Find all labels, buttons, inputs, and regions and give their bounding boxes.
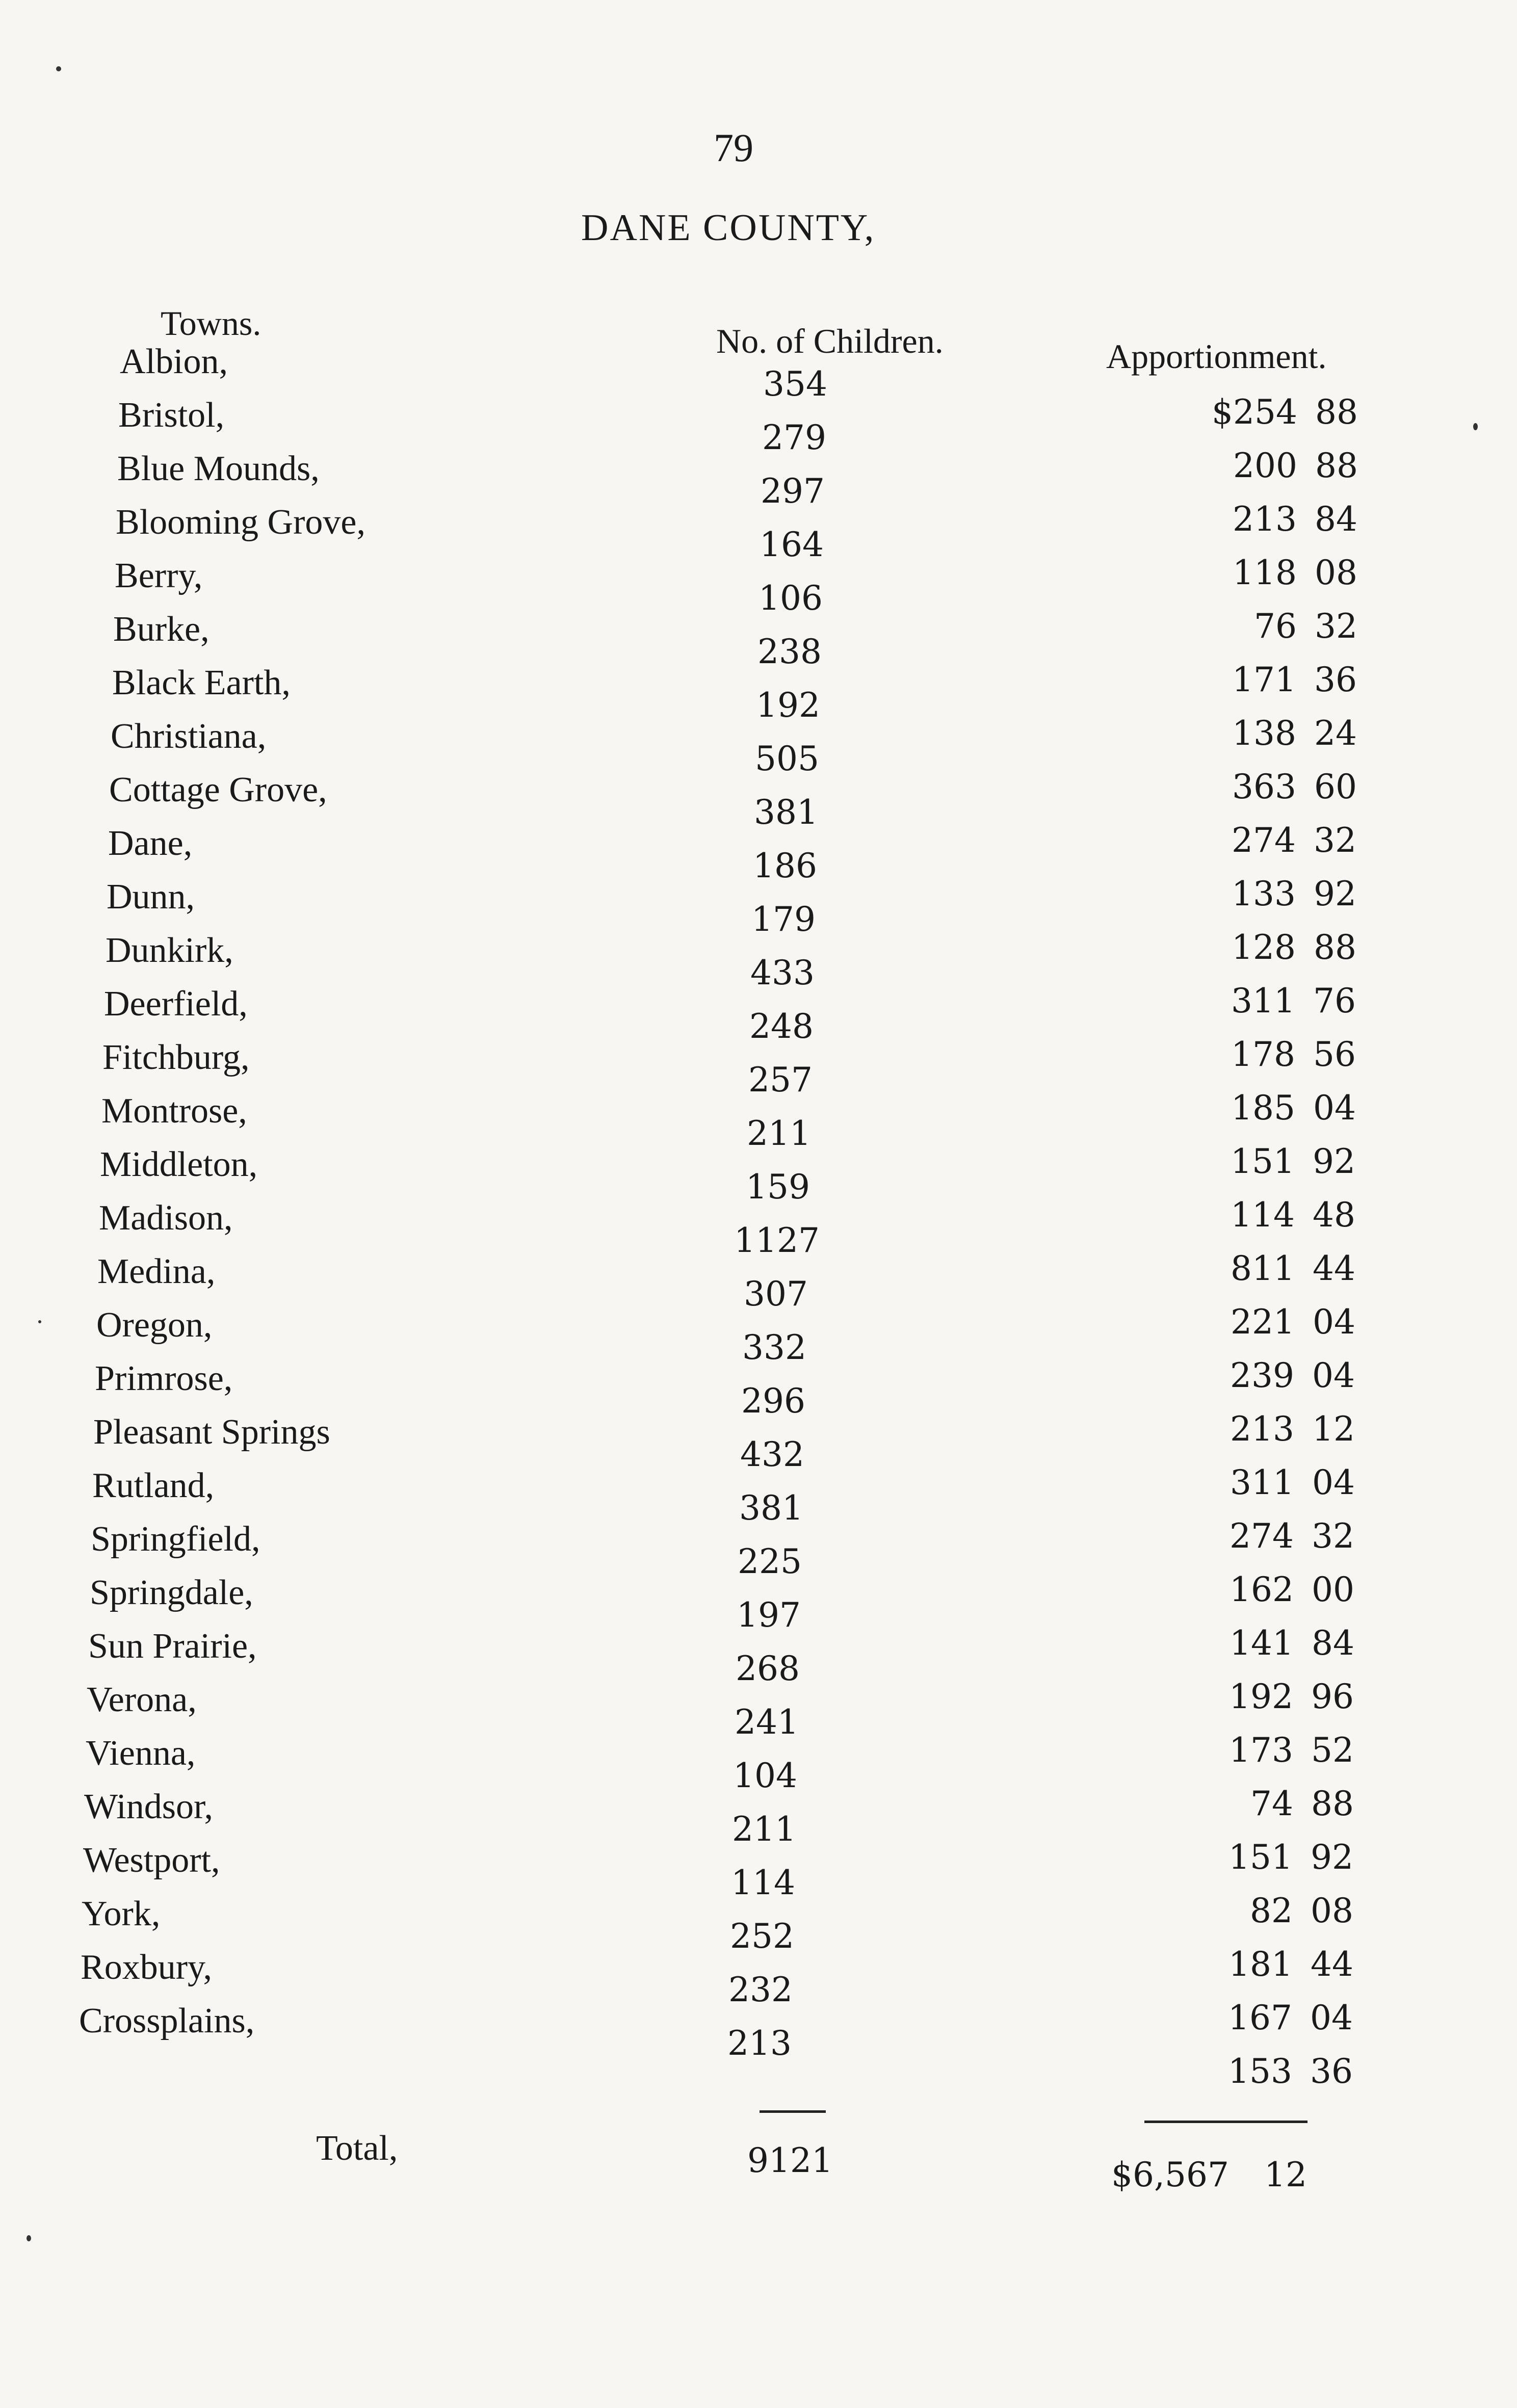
apportionment-cents: 08 (1315, 553, 1357, 592)
apportionment-cents: 92 (1314, 874, 1356, 913)
town-name: Rutland, (92, 1466, 215, 1505)
town-name: Pleasant Springs (93, 1412, 330, 1452)
children-count: 268 (736, 1649, 800, 1688)
apportionment-dollars: 213 (1230, 1409, 1294, 1449)
apportionment-dollars: 239 (1230, 1356, 1294, 1395)
total-cents: 12 (1264, 2155, 1307, 2194)
apportionment-cents: 04 (1310, 1998, 1353, 2037)
page-number: 79 (714, 125, 753, 170)
town-name: Black Earth, (112, 663, 291, 702)
apportionment-cents: 04 (1312, 1463, 1355, 1502)
total-rule-apportionment (1144, 2121, 1307, 2123)
children-count: 381 (754, 793, 818, 832)
town-name: Madison, (99, 1198, 233, 1238)
children-count: 213 (727, 2024, 792, 2063)
apportionment-dollars: $254 (1212, 392, 1297, 432)
town-name: Albion, (120, 342, 228, 381)
apportionment-dollars: 162 (1230, 1570, 1294, 1609)
apportionment-dollars: 185 (1231, 1088, 1295, 1128)
apportionment-dollars: 181 (1228, 1945, 1293, 1984)
total-children: 9121 (747, 2141, 833, 2180)
apportionment-cents: 04 (1312, 1356, 1355, 1395)
town-name: Medina, (97, 1252, 216, 1291)
total-rule-children (760, 2110, 826, 2113)
town-name: Cottage Grove, (109, 770, 327, 809)
apportionment-cents: 88 (1315, 446, 1358, 485)
apportionment-dollars: 76 (1254, 607, 1297, 646)
children-count: 159 (746, 1167, 810, 1207)
town-name: Blue Mounds, (117, 449, 320, 488)
town-name: Roxbury, (81, 1948, 212, 1987)
apportionment-dollars: 274 (1232, 821, 1296, 860)
children-count: 192 (756, 686, 820, 725)
children-count: 354 (763, 364, 827, 404)
children-count: 164 (760, 525, 824, 564)
apportionment-dollars: 167 (1228, 1998, 1292, 2037)
children-count: 248 (749, 1007, 814, 1046)
town-name: Middleton, (100, 1145, 258, 1184)
apportionment-dollars: 213 (1233, 500, 1297, 539)
children-count: 238 (757, 632, 822, 671)
children-count: 232 (728, 1970, 793, 2009)
children-count: 432 (740, 1435, 804, 1474)
apportionment-dollars: 151 (1228, 1838, 1293, 1877)
apportionment-cents: 44 (1311, 1945, 1353, 1984)
apportionment-dollars: 118 (1233, 553, 1297, 592)
apportionment-cents: 00 (1312, 1570, 1354, 1609)
apportionment-dollars: 74 (1250, 1784, 1293, 1823)
ink-speck (27, 2235, 31, 2241)
children-count: 1127 (734, 1221, 820, 1260)
children-count: 307 (744, 1274, 808, 1314)
town-name: Deerfield, (104, 984, 248, 1024)
apportionment-cents: 92 (1311, 1838, 1353, 1877)
town-name: Springfield, (91, 1520, 260, 1559)
apportionment-dollars: 114 (1231, 1195, 1295, 1235)
header-apportionment: Apportionment. (1106, 337, 1327, 376)
children-count: 225 (738, 1542, 802, 1581)
header-children: No. of Children. (716, 322, 944, 360)
town-name: Verona, (87, 1680, 197, 1719)
town-name: Oregon, (96, 1305, 213, 1345)
apportionment-cents: 88 (1314, 928, 1356, 967)
apportionment-dollars: 274 (1230, 1516, 1294, 1556)
town-name: Burke, (113, 610, 210, 649)
children-count: 241 (735, 1703, 799, 1742)
apportionment-dollars: 128 (1232, 928, 1296, 967)
children-count: 252 (730, 1917, 794, 1956)
apportionment-dollars: 311 (1231, 981, 1295, 1020)
apportionment-cents: 36 (1310, 2052, 1353, 2091)
apportionment-dollars: 221 (1231, 1302, 1295, 1342)
apportionment-dollars: 178 (1231, 1035, 1295, 1074)
town-name: Fitchburg, (102, 1038, 250, 1077)
children-count: 186 (753, 846, 817, 885)
town-name: Sun Prairie, (88, 1627, 257, 1666)
town-name: Westport, (83, 1841, 220, 1880)
apportionment-dollars: 173 (1229, 1731, 1293, 1770)
children-count: 211 (732, 1810, 796, 1849)
children-count: 296 (741, 1381, 805, 1421)
apportionment-cents: 36 (1314, 660, 1357, 699)
apportionment-cents: 60 (1314, 767, 1357, 806)
ink-speck (56, 66, 61, 71)
apportionment-cents: 08 (1311, 1891, 1353, 1930)
children-count: 332 (742, 1328, 806, 1367)
apportionment-cents: 88 (1315, 392, 1358, 432)
town-name: Dunn, (107, 877, 195, 917)
apportionment-cents: 12 (1312, 1409, 1355, 1449)
apportionment-cents: 88 (1311, 1784, 1354, 1823)
apportionment-cents: 96 (1311, 1677, 1354, 1716)
apportionment-cents: 32 (1314, 821, 1356, 860)
apportionment-cents: 04 (1313, 1302, 1355, 1342)
apportionment-cents: 44 (1313, 1249, 1355, 1288)
apportionment-dollars: 82 (1250, 1891, 1293, 1930)
apportionment-cents: 56 (1313, 1035, 1356, 1074)
apportionment-cents: 76 (1313, 981, 1356, 1020)
total-dollars: $6,567 (1111, 2155, 1229, 2194)
children-count: 433 (750, 953, 815, 992)
apportionment-cents: 04 (1313, 1088, 1356, 1128)
apportionment-dollars: 141 (1230, 1624, 1294, 1663)
apportionment-dollars: 138 (1232, 714, 1296, 753)
apportionment-dollars: 811 (1231, 1249, 1295, 1288)
header-towns: Towns. (161, 304, 261, 343)
apportionment-cents: 52 (1311, 1731, 1354, 1770)
town-name: Blooming Grove, (116, 503, 365, 542)
apportionment-dollars: 311 (1230, 1463, 1294, 1502)
town-name: Primrose, (95, 1359, 233, 1398)
children-count: 257 (748, 1060, 813, 1100)
apportionment-cents: 84 (1312, 1624, 1354, 1663)
town-name: Dane, (108, 824, 193, 863)
children-count: 211 (747, 1114, 811, 1153)
ink-speck (1473, 423, 1478, 430)
apportionment-cents: 32 (1312, 1516, 1354, 1556)
apportionment-dollars: 363 (1232, 767, 1296, 806)
apportionment-dollars: 192 (1229, 1677, 1293, 1716)
apportionment-cents: 84 (1315, 500, 1357, 539)
town-name: Bristol, (118, 396, 225, 435)
apportionment-cents: 24 (1314, 714, 1357, 753)
ink-speck (38, 1320, 41, 1323)
children-count: 197 (737, 1595, 801, 1635)
town-name: Christiana, (111, 717, 267, 756)
town-name: Berry, (115, 556, 203, 595)
children-count: 381 (739, 1488, 803, 1528)
children-count: 104 (733, 1756, 797, 1795)
apportionment-dollars: 153 (1228, 2052, 1292, 2091)
apportionment-dollars: 151 (1231, 1142, 1295, 1181)
children-count: 505 (755, 739, 819, 778)
children-count: 106 (758, 579, 823, 618)
apportionment-dollars: 133 (1232, 874, 1296, 913)
town-name: Windsor, (84, 1787, 213, 1826)
town-name: Crossplains, (79, 2001, 255, 2040)
children-count: 114 (731, 1863, 795, 1902)
apportionment-dollars: 171 (1232, 660, 1296, 699)
page-title: DANE COUNTY, (581, 207, 876, 249)
children-count: 279 (762, 418, 826, 457)
total-label: Total, (316, 2129, 398, 2168)
town-name: Dunkirk, (106, 931, 233, 970)
town-name: Springdale, (90, 1573, 253, 1612)
town-name: York, (82, 1894, 161, 1933)
children-count: 297 (761, 472, 825, 511)
apportionment-cents: 48 (1313, 1195, 1355, 1235)
town-name: Vienna, (86, 1734, 196, 1773)
town-name: Montrose, (101, 1091, 247, 1131)
apportionment-cents: 92 (1313, 1142, 1355, 1181)
apportionment-dollars: 200 (1233, 446, 1297, 485)
apportionment-cents: 32 (1315, 607, 1357, 646)
children-count: 179 (751, 900, 816, 939)
